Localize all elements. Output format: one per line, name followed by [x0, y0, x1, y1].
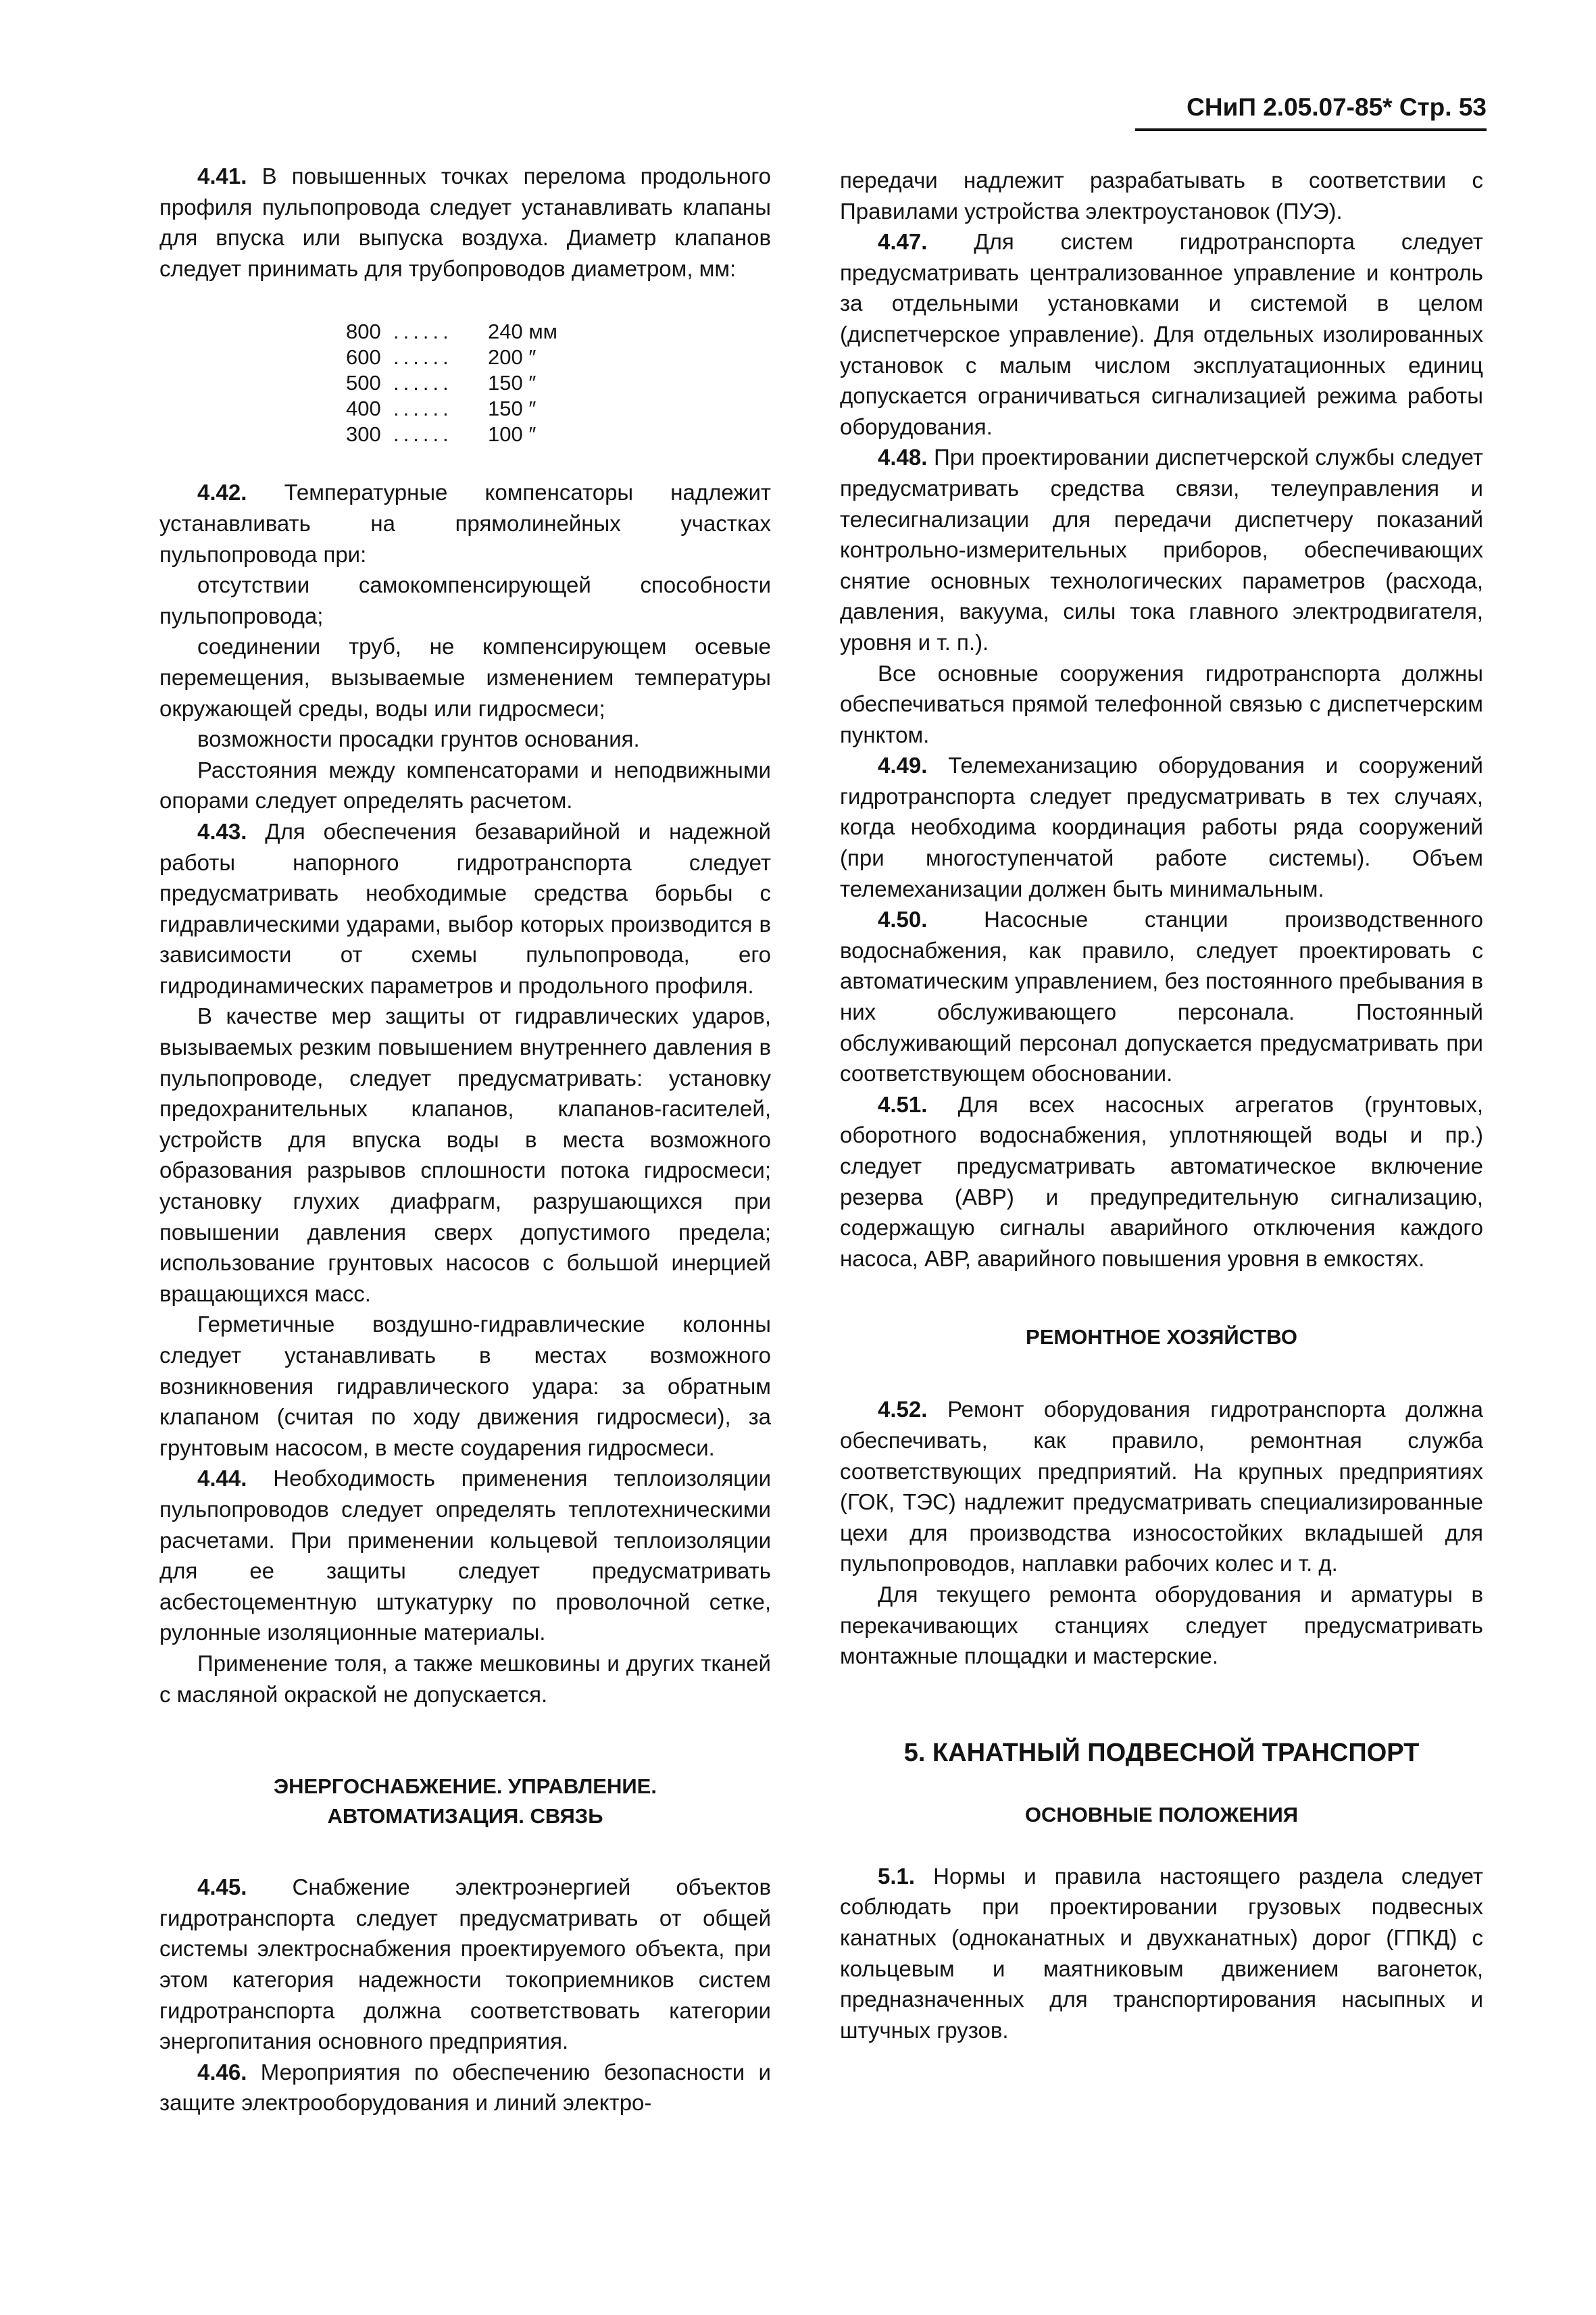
clause-number: 4.48.	[878, 445, 928, 470]
clause-5-1	[840, 1861, 1483, 2046]
pipe-diameter: 800	[346, 320, 381, 344]
clause-number: 4.45.	[197, 1874, 247, 1900]
clause-4-49	[840, 750, 1483, 904]
paragraph: В качестве мер защиты от гидравлических ударов, вызываемых резким повышением внутреннего давления в пульпопроводе, следует предусматривать: установку предохранительных клапанов, клапанов-гасителей, устройств для впуска воды в места возможного образования разрывов сплошности потока гидросмеси; установку глухих диафрагм, разрушающихся при повышении давления сверх допустимого предела; использование грунтовых насосов с большой инерцией вращающихся масс.	[159, 1003, 771, 1306]
paragraph: Расстояния между компенсаторами и неподвижными опорами следует определять расчетом.	[159, 757, 771, 814]
valve-diameter: 200 ″	[488, 345, 537, 370]
pipe-diameter: 500	[346, 371, 381, 395]
clause-4-41	[159, 161, 771, 284]
clause-text: Нормы и правила настоящего раздела следует соблюдать при проектировании грузовых подвесных канатных (одноканатных и двухканатных) дорог (ГПКД) с кольцевым и маятниковым движением вагонеток, предназначенных для транспортирования насыпных и штучных грузов.	[840, 1863, 1484, 2043]
section-heading-basics: ОСНОВНЫЕ ПОЛОЖЕНИЯ	[1024, 1802, 1299, 1826]
clause-number: 4.51.	[878, 1091, 928, 1117]
clause-4-51	[840, 1089, 1483, 1274]
table-row	[346, 319, 569, 345]
paragraph: передачи надлежит разрабатывать в соответствии с Правилами устройства электроустановок (ПУЭ).	[840, 168, 1483, 224]
clause-text: Необходимость применения теплоизоляции пульпопроводов следует определять теплотехническими расчетами. При применении кольцевой теплоизоляции для ее защиты следует предусматривать асбестоцементную штукатурку по проволочной сетке, рулонные изоляционные материалы.	[159, 1466, 772, 1645]
clause-text: Ремонт оборудования гидротранспорта должна обеспечивать, как правило, ремонтная служба соответствующих предприятий. На крупных предприятиях (ГОК, ТЭС) надлежит предусматривать специализированные цехи для производства износостойких вкладышей для пульпопроводов, наплавки рабочих колес и т. д.	[840, 1397, 1483, 1576]
clause-number: 4.52.	[878, 1397, 928, 1422]
page-header: СНиП 2.05.07-85* Стр. 53	[1135, 93, 1487, 131]
pipe-diameter: 600	[346, 345, 381, 370]
leader-dots: ......	[393, 371, 453, 395]
leader-dots: ......	[393, 397, 453, 421]
section-5-title: 5. КАНАТНЫЙ ПОДВЕСНОЙ ТРАНСПОРТ	[903, 1738, 1420, 1767]
leader-dots: ......	[393, 320, 453, 344]
table-row	[346, 345, 569, 370]
clause-text: Мероприятия по обеспечению безопасности и защите электрооборудования и линий электро-	[159, 2059, 771, 2116]
clause-text: Для обеспечения безаварийной и надежной работы напорного гидротранспорта следует предусматривать необходимые средства борьбы с гидравлическими ударами, выбор которых производится в зависимости от схемы пульпопровода, его гидродинамических параметров и продольного профиля.	[159, 818, 771, 998]
valve-diameter: 240 мм	[488, 320, 557, 344]
pipe-diameter: 300	[346, 422, 381, 447]
clause-text: Телемеханизацию оборудования и сооружений гидротранспорта следует предусматривать в тех случаях, когда необходима координация работы ряда сооружений (при многоступенчатой работе системы). Объем телемеханизации должен быть минимальным.	[840, 753, 1483, 901]
leader-dots: ......	[393, 422, 453, 447]
clause-4-50	[840, 904, 1483, 1089]
paragraph: Все основные сооружения гидротранспорта должны обеспечиваться прямой телефонной связью с диспетчерским пунктом.	[840, 660, 1483, 747]
clause-4-52	[840, 1394, 1483, 1579]
clause-number: 4.49.	[878, 753, 928, 778]
table-row	[346, 396, 569, 422]
clause-number: 4.43.	[197, 818, 247, 844]
right-column	[840, 165, 1483, 2045]
left-column	[159, 161, 771, 2118]
clause-4-48	[840, 442, 1483, 657]
clause-4-43	[159, 816, 771, 1001]
paragraph: соединении труб, не компенсирующем осевые перемещения, вызываемые изменением температуры окружающей среды, воды или гидросмеси;	[159, 634, 771, 721]
clause-4-46	[159, 2057, 771, 2118]
valve-diameter: 150 ″	[488, 371, 537, 395]
section-heading-energy: ЭНЕРГОСНАБЖЕНИЕ. УПРАВЛЕНИЕ.	[274, 1774, 657, 1799]
clause-number: 4.50.	[878, 907, 928, 932]
clause-number: 4.47.	[878, 229, 928, 255]
valve-diameter: 100 ″	[488, 422, 537, 447]
clause-text: Для систем гидротранспорта следует предусматривать централизованное управление и контроль за отдельными установками и системой в целом (диспетчерское управление). Для отдельных изолированных установок с малым числом эксплуатационных единиц допускается ограничиваться сигнализацией режима работы оборудования.	[840, 229, 1483, 439]
pipe-diameter: 400	[346, 397, 381, 421]
valve-diameter: 150 ″	[488, 397, 537, 421]
section-heading-energy-line2: АВТОМАТИЗАЦИЯ. СВЯЗЬ	[327, 1804, 603, 1828]
paragraph: Герметичные воздушно-гидравлические колонны следует устанавливать в местах возможного возникновения гидравлического удара: за обратным клапаном (считая по ходу движения гидросмеси), за грунтовым насосом, в месте соударения гидросмеси.	[159, 1312, 771, 1460]
clause-number: 4.46.	[197, 2059, 247, 2085]
table-row	[346, 422, 569, 447]
clause-text: При проектировании диспетчерской службы следует предусматривать средства связи, телеуправления и телесигнализации для передачи диспетчеру показаний контрольно-измерительных приборов, обеспечивающих снятие основных технологических параметров (расхода, давления, вакуума, силы тока главного электродвигателя, уровня и т. п.).	[840, 445, 1484, 655]
clause-4-42	[159, 477, 771, 570]
clause-text: Для всех насосных агрегатов (грунтовых, оборотного водоснабжения, уплотняющей воды и пр.) следует предусматривать автоматическое включение резерва (АВР) и предупредительную сигнализацию, содержащую сигналы аварийного отключения каждого насоса, АВР, аварийного повышения уровня в емкостях.	[840, 1091, 1483, 1271]
paragraph: отсутствии самокомпенсирующей способности пульпопровода;	[159, 572, 771, 628]
clause-4-44	[159, 1463, 771, 1648]
table-row	[346, 370, 569, 396]
clause-number: 5.1.	[878, 1863, 916, 1889]
clause-text: В повышенных точках перелома продольного профиля пульпопровода следует устанавливать клапаны для впуска или выпуска воздуха. Диаметр клапанов следует принимать для трубопроводов диаметром, мм:	[159, 164, 771, 281]
paragraph: Для текущего ремонта оборудования и арматуры в перекачивающих станциях следует предусматривать монтажные площадки и мастерские.	[840, 1581, 1483, 1669]
clause-number: 4.41.	[197, 164, 247, 189]
section-heading-repair: РЕМОНТНОЕ ХОЗЯЙСТВО	[1026, 1325, 1297, 1349]
valve-diameter-table	[346, 319, 569, 447]
paragraph: Применение толя, а также мешковины и других тканей с масляной окраской не допускается.	[159, 1650, 771, 1707]
clause-text: Снабжение электроэнергией объектов гидротранспорта следует предусматривать от общей системы электроснабжения проектируемого объекта, при этом категория надежности токоприемников систем гидротранспорта должна соответствовать категории энергопитания основного предприятия.	[159, 1874, 771, 2054]
clause-number: 4.44.	[197, 1466, 247, 1491]
clause-4-45	[159, 1872, 771, 2057]
clause-number: 4.42.	[197, 480, 247, 505]
clause-text: Температурные компенсаторы надлежит устанавливать на прямолинейных участках пульпопровода при:	[159, 480, 772, 567]
clause-4-47	[840, 226, 1483, 442]
clause-text: Насосные станции производственного водоснабжения, как правило, следует проектировать с автоматическим управлением, без постоянного пребывания в них обслуживающего персонала. Постоянный обслуживающий персонал допускается предусматривать при соответствующем обосновании.	[840, 907, 1483, 1087]
paragraph: возможности просадки грунтов основания.	[197, 726, 640, 752]
leader-dots: ......	[393, 345, 453, 370]
